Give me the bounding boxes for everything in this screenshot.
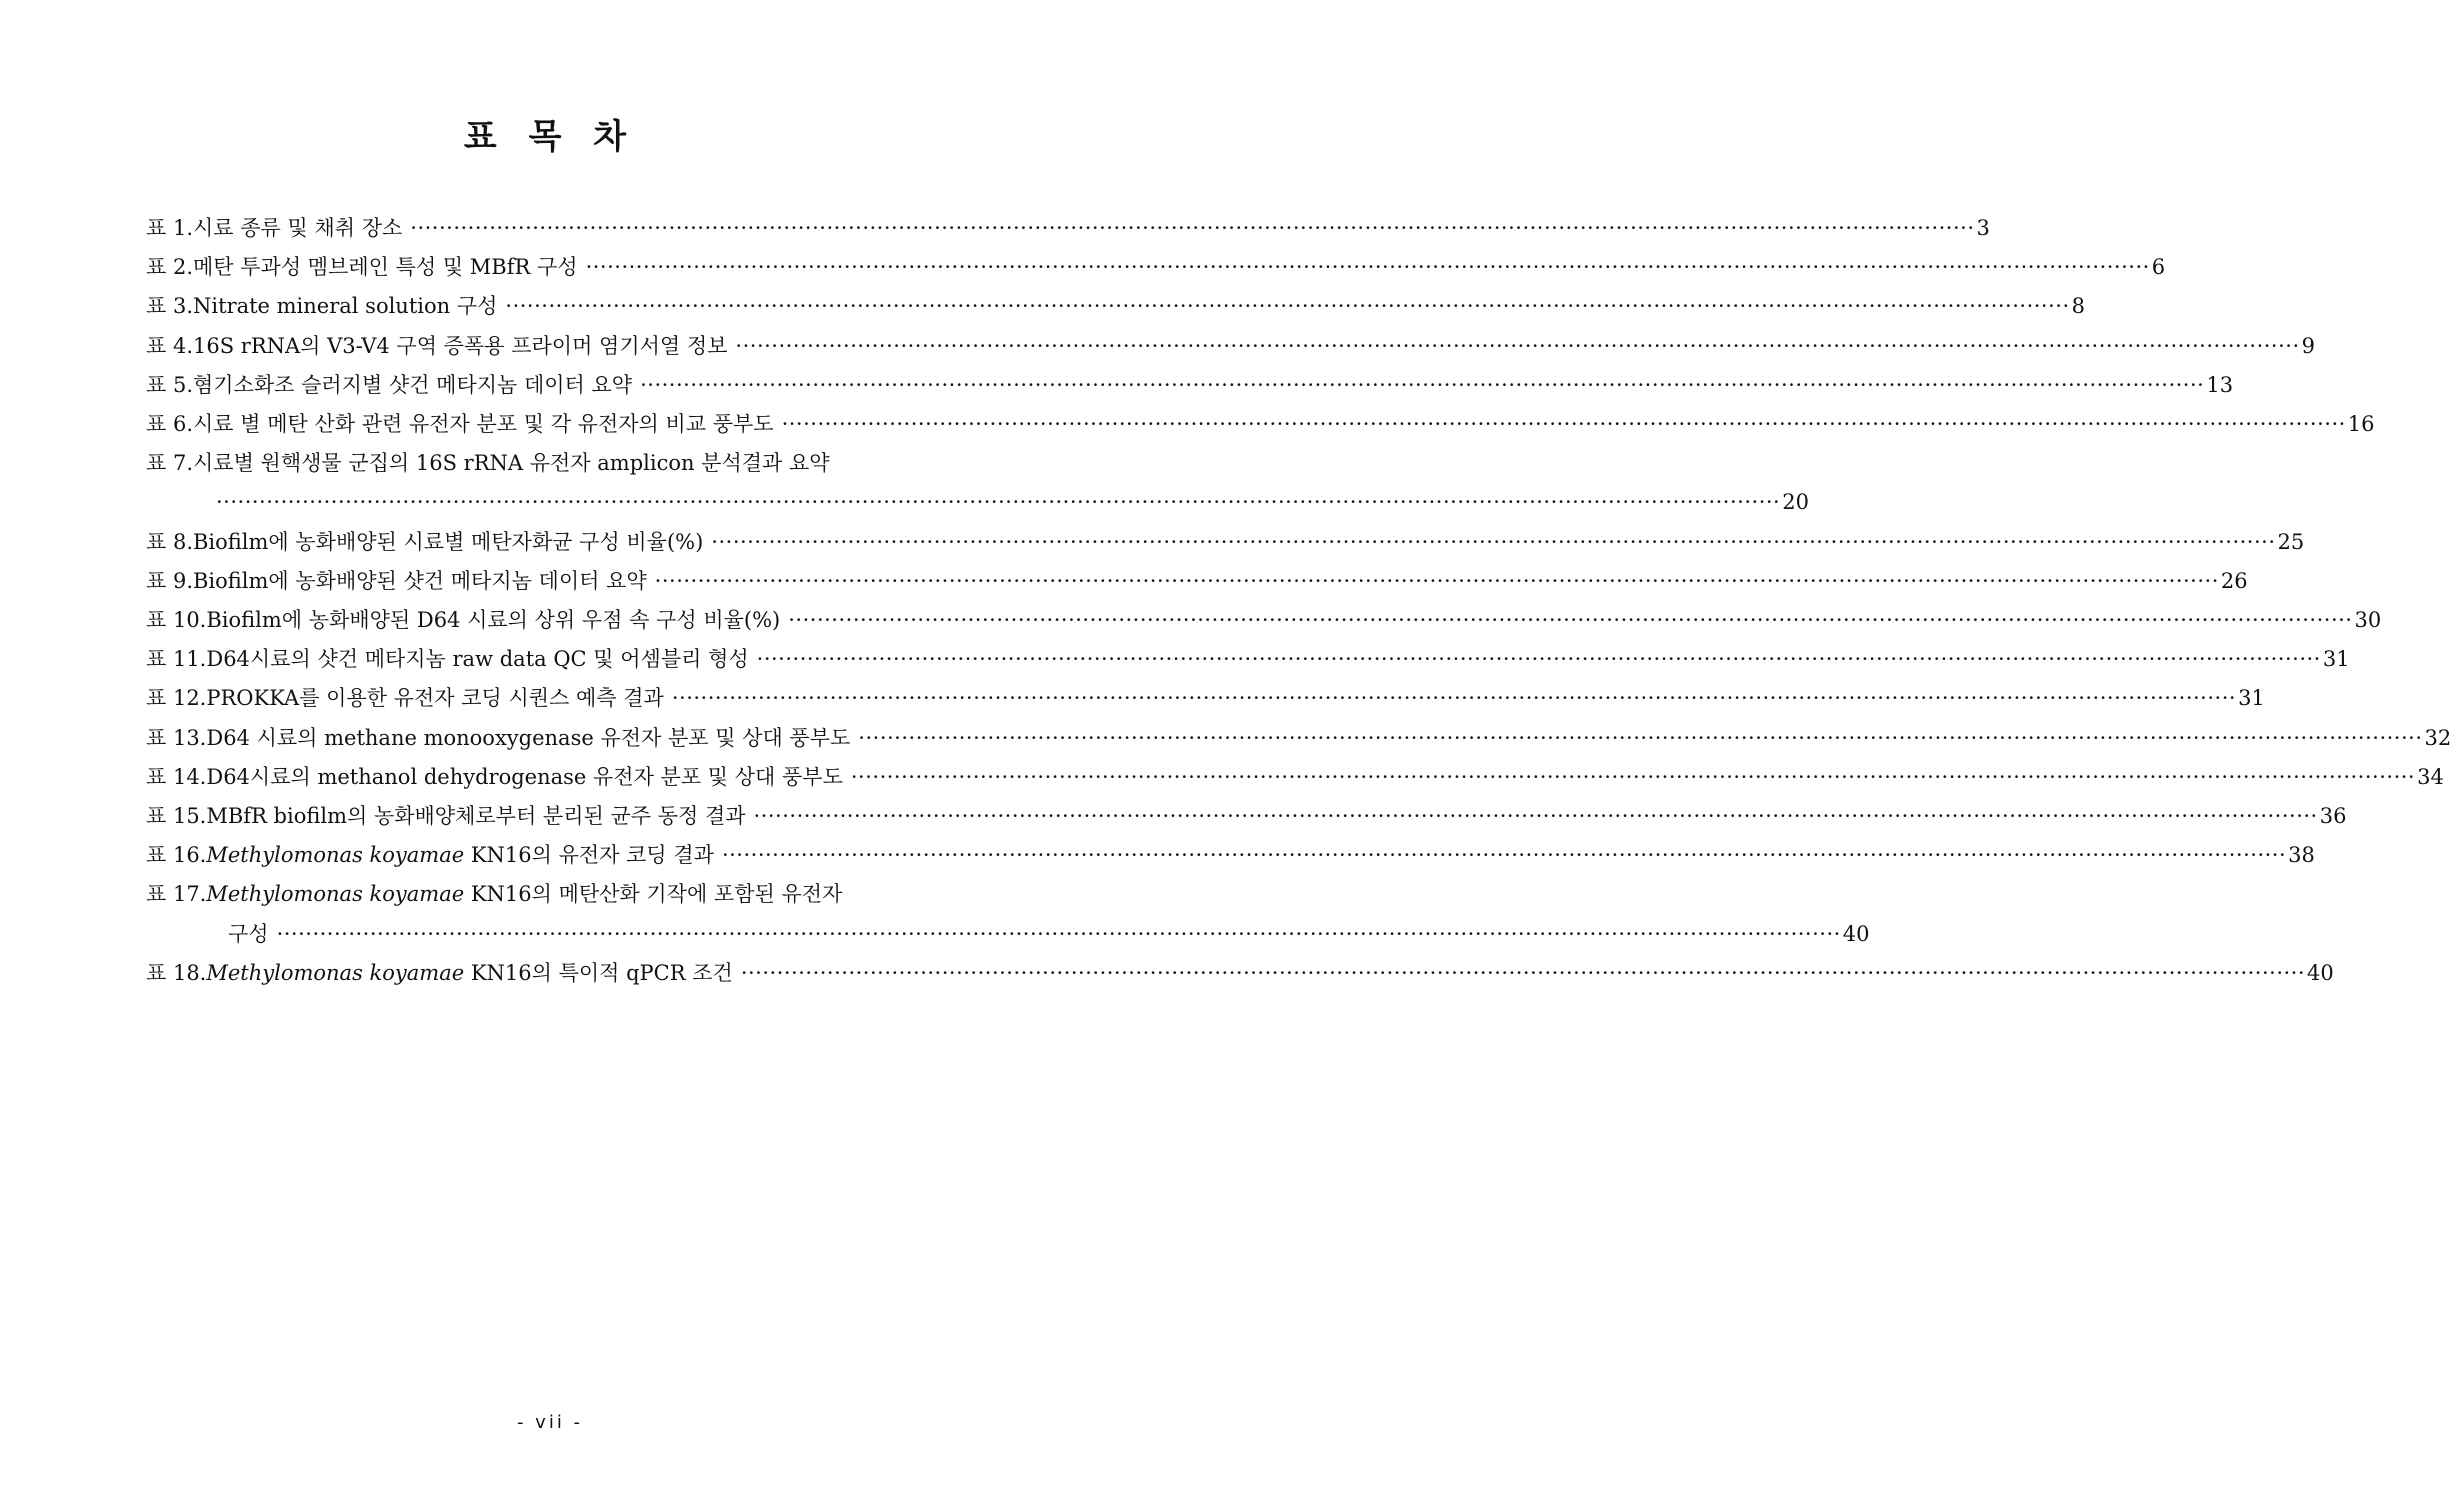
toc-entry-18[interactable] — [146, 954, 2334, 993]
dot-leader — [410, 209, 1974, 248]
toc-entry-prefix: 표 4. — [146, 333, 193, 358]
toc-entry-9[interactable] — [146, 562, 2248, 601]
dot-leader — [858, 719, 2422, 758]
toc-entry-page: 31 — [2322, 647, 2350, 672]
toc-entry-prefix: 표 11. — [146, 647, 207, 672]
toc-entry-5[interactable] — [146, 366, 2234, 405]
toc-entry-title: 시료 별 메탄 산화 관련 유전자 분포 및 각 유전자의 비교 풍부도 — [193, 412, 774, 437]
dot-leader — [754, 797, 2318, 836]
toc-entry-prefix: 표 17. — [146, 882, 207, 907]
toc-entry-title — [206, 875, 842, 914]
toc-entry-title — [206, 954, 732, 993]
dot-leader — [757, 640, 2321, 679]
toc-entry-prefix: 표 1. — [146, 216, 193, 240]
dot-leader — [672, 679, 2236, 718]
dot-leader — [216, 483, 1780, 522]
page-title: 표 목 차 — [463, 117, 637, 157]
toc-entry-17[interactable] — [146, 875, 1870, 953]
toc-entry-page: 36 — [2319, 804, 2347, 829]
toc-entry-title: 혐기소화조 슬러지별 샷건 메타지놈 데이터 요약 — [193, 372, 633, 397]
toc-entry-title: Nitrate mineral solution 구성 — [193, 294, 498, 319]
dot-leader — [788, 601, 2352, 640]
toc-entry-page: 6 — [2151, 255, 2166, 280]
dot-leader — [655, 562, 2219, 601]
toc-entry-11[interactable] — [146, 640, 2350, 679]
toc-entry-prefix: 표 15. — [146, 804, 207, 829]
toc-entry-prefix: 표 10. — [146, 608, 207, 633]
dot-leader — [741, 954, 2305, 993]
toc-entry-title — [206, 836, 714, 875]
toc-entry-page: 31 — [2238, 686, 2265, 711]
toc-entry-page: 30 — [2354, 608, 2382, 633]
toc-entry-3[interactable] — [146, 287, 2085, 326]
toc-entry-title-rest: KN16의 메탄산화 기작에 포함된 유전자 — [464, 882, 843, 907]
toc-entry-title: Biofilm에 농화배양된 D64 시료의 상위 우점 속 구성 비율(%) — [206, 608, 781, 633]
toc-entry-prefix: 표 6. — [146, 412, 193, 437]
toc-entry-7[interactable] — [146, 444, 1809, 522]
toc-entry-page: 3 — [1976, 216, 1990, 240]
toc-entry-page: 25 — [2277, 529, 2305, 554]
toc-entry-6[interactable] — [146, 405, 2375, 444]
dot-leader — [722, 836, 2286, 875]
toc-entry-prefix: 표 9. — [146, 568, 193, 593]
toc-entry-prefix: 표 5. — [146, 372, 193, 397]
toc-entry-2[interactable] — [146, 248, 2166, 287]
toc-entry-title-continued: 구성 — [228, 921, 269, 946]
toc-entry-15[interactable] — [146, 797, 2347, 836]
species-name: Methylomonas koyamae — [206, 843, 465, 868]
dot-leader — [640, 366, 2204, 405]
dot-leader — [782, 405, 2346, 444]
dot-leader — [586, 248, 2150, 287]
toc-entry-page: 26 — [2220, 568, 2248, 593]
toc-entry-12[interactable] — [146, 679, 2265, 718]
toc-entry-page: 34 — [2417, 764, 2444, 789]
toc-entry-prefix: 표 2. — [146, 255, 193, 280]
toc-entry-title: PROKKA를 이용한 유전자 코딩 시퀀스 예측 결과 — [206, 686, 664, 711]
toc-entry-prefix: 표 13. — [146, 725, 207, 750]
dot-leader — [277, 915, 1841, 954]
toc-entry-page: 40 — [1842, 921, 1870, 946]
toc-entry-14[interactable] — [146, 758, 2444, 797]
toc-entry-page: 8 — [2071, 294, 2085, 319]
toc-entry-title: Biofilm에 농화배양된 샷건 메타지놈 데이터 요약 — [193, 568, 647, 593]
toc-entry-title: 시료 종류 및 채취 장소 — [193, 216, 403, 240]
toc-entry-title: 메탄 투과성 멤브레인 특성 및 MBfR 구성 — [193, 255, 578, 280]
toc-entry-prefix: 표 7. — [146, 451, 193, 476]
toc-entry-prefix: 표 3. — [146, 294, 193, 319]
dot-leader — [851, 758, 2415, 797]
toc-entry-page: 9 — [2301, 333, 2316, 358]
page-number-footer: - vii - — [516, 1412, 584, 1433]
toc-entry-page: 13 — [2206, 372, 2234, 397]
toc-entry-prefix: 표 8. — [146, 529, 193, 554]
toc-entry-title: Biofilm에 농화배양된 시료별 메탄자화균 구성 비율(%) — [193, 529, 704, 554]
toc-entry-title: 시료별 원핵생물 군집의 16S rRNA 유전자 amplicon 분석결과 요약 — [193, 451, 830, 476]
toc-entry-title-rest: KN16의 유전자 코딩 결과 — [464, 843, 714, 868]
toc-entry-title: D64시료의 샷건 메타지놈 raw data QC 및 어셈블리 형성 — [206, 647, 749, 672]
toc-entry-prefix: 표 16. — [146, 843, 207, 868]
toc-entry-title: D64 시료의 methane monooxygenase 유전자 분포 및 상대 풍부도 — [206, 725, 851, 750]
species-name: Methylomonas koyamae — [206, 882, 465, 907]
toc-entry-prefix: 표 12. — [146, 686, 207, 711]
toc-entry-title-rest: KN16의 특이적 qPCR 조건 — [464, 960, 733, 985]
toc-entry-page: 20 — [1782, 490, 1809, 515]
toc-entry-prefix: 표 18. — [146, 960, 207, 985]
toc-entry-1[interactable] — [146, 209, 1990, 248]
toc-entry-prefix: 표 14. — [146, 764, 207, 789]
toc-entry-10[interactable] — [146, 601, 2382, 640]
dot-leader — [505, 287, 2069, 326]
dot-leader — [735, 327, 2299, 366]
toc-entry-title: D64시료의 methanol dehydrogenase 유전자 분포 및 상대 풍부도 — [206, 764, 843, 789]
toc-entry-page: 16 — [2347, 412, 2375, 437]
toc-entry-4[interactable] — [146, 327, 2316, 366]
dot-leader — [711, 523, 2275, 562]
toc-entry-title: MBfR biofilm의 농화배양체로부터 분리된 균주 동정 결과 — [206, 804, 746, 829]
toc-entry-8[interactable] — [146, 523, 2305, 562]
species-name: Methylomonas koyamae — [206, 960, 465, 985]
toc-entry-16[interactable] — [146, 836, 2315, 875]
toc-entry-13[interactable] — [146, 719, 2451, 758]
toc-entry-page: 40 — [2307, 960, 2334, 985]
toc-entry-page: 38 — [2288, 843, 2315, 868]
toc-entry-title: 16S rRNA의 V3-V4 구역 증폭용 프라이머 염기서열 정보 — [193, 333, 728, 358]
toc-entry-page: 32 — [2424, 725, 2451, 750]
table-of-contents — [146, 209, 2451, 993]
